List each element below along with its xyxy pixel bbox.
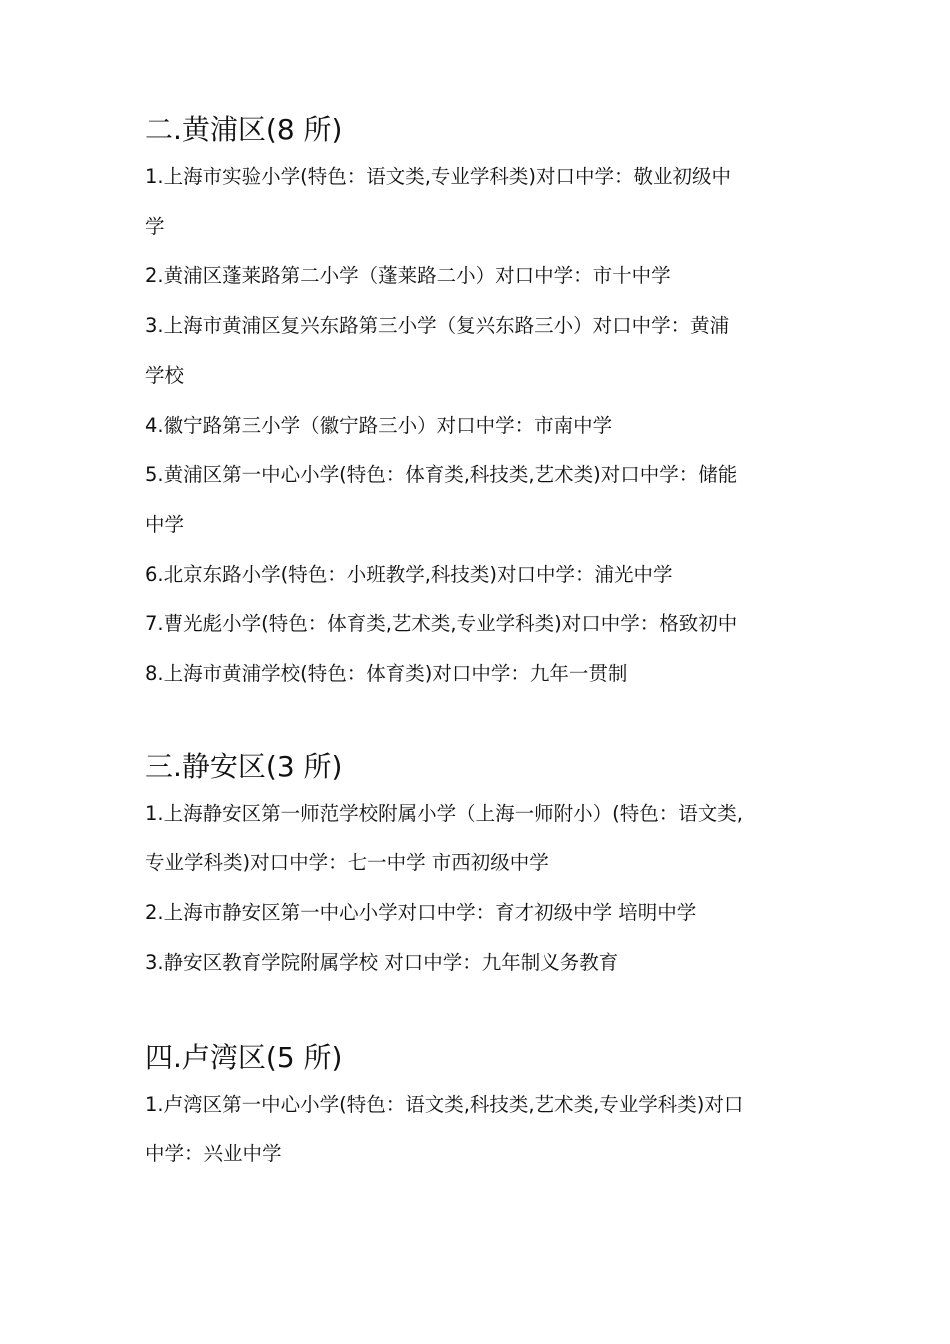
school-line: 2.黄浦区蓬莱路第二小学（蓬莱路二小）对口中学：市十中学 [145, 264, 671, 288]
document-page [145, 110, 810, 1179]
school-line: 2.上海市静安区第一中心小学对口中学：育才初级中学 培明中学 [145, 901, 697, 925]
school-line: 1.上海市实验小学(特色：语文类,专业学科类)对口中学：敬业初级中 [145, 165, 732, 188]
school-line: 3.上海市黄浦区复兴东路第三小学（复兴东路三小）对口中学：黄浦 [145, 314, 730, 338]
school-line: 8.上海市黄浦学校(特色：体育类)对口中学：九年一贯制 [145, 662, 628, 686]
school-line: 1.上海静安区第一师范学校附属小学（上海一师附小）(特色：语文类, [145, 801, 743, 825]
school-line: 1.卢湾区第一中心小学(特色：语文类,科技类,艺术类,专业学科类)对口 [145, 1092, 744, 1116]
school-line: 中学：兴业中学 [145, 1142, 282, 1166]
section-huangpu [145, 110, 810, 699]
section-spacer [145, 699, 810, 747]
school-line: 3.静安区教育学院附属学校 对口中学：九年制义务教育 [145, 950, 619, 974]
school-line: 6.北京东路小学(特色：小班教学,科技类)对口中学：浦光中学 [145, 562, 673, 586]
section-luwan [145, 1038, 810, 1179]
school-line: 4.徽宁路第三小学（徽宁路三小）对口中学：市南中学 [145, 413, 613, 437]
section-jingan [145, 747, 810, 988]
school-line: 学校 [145, 363, 185, 387]
school-line: 学 [145, 214, 165, 238]
section-heading: 二.黄浦区(8 所) [145, 113, 343, 146]
school-line: 中学 [145, 512, 185, 536]
school-line: 7.曹光彪小学(特色：体育类,艺术类,专业学科类)对口中学：格致初中 [145, 612, 738, 636]
section-heading: 三.静安区(3 所) [145, 749, 343, 783]
school-line: 5.黄浦区第一中心小学(特色：体育类,科技类,艺术类)对口中学：储能 [145, 463, 738, 487]
section-spacer [145, 988, 810, 1038]
school-line: 专业学科类)对口中学：七一中学 市西初级中学 [145, 851, 549, 875]
section-heading: 四.卢湾区(5 所) [145, 1040, 343, 1074]
